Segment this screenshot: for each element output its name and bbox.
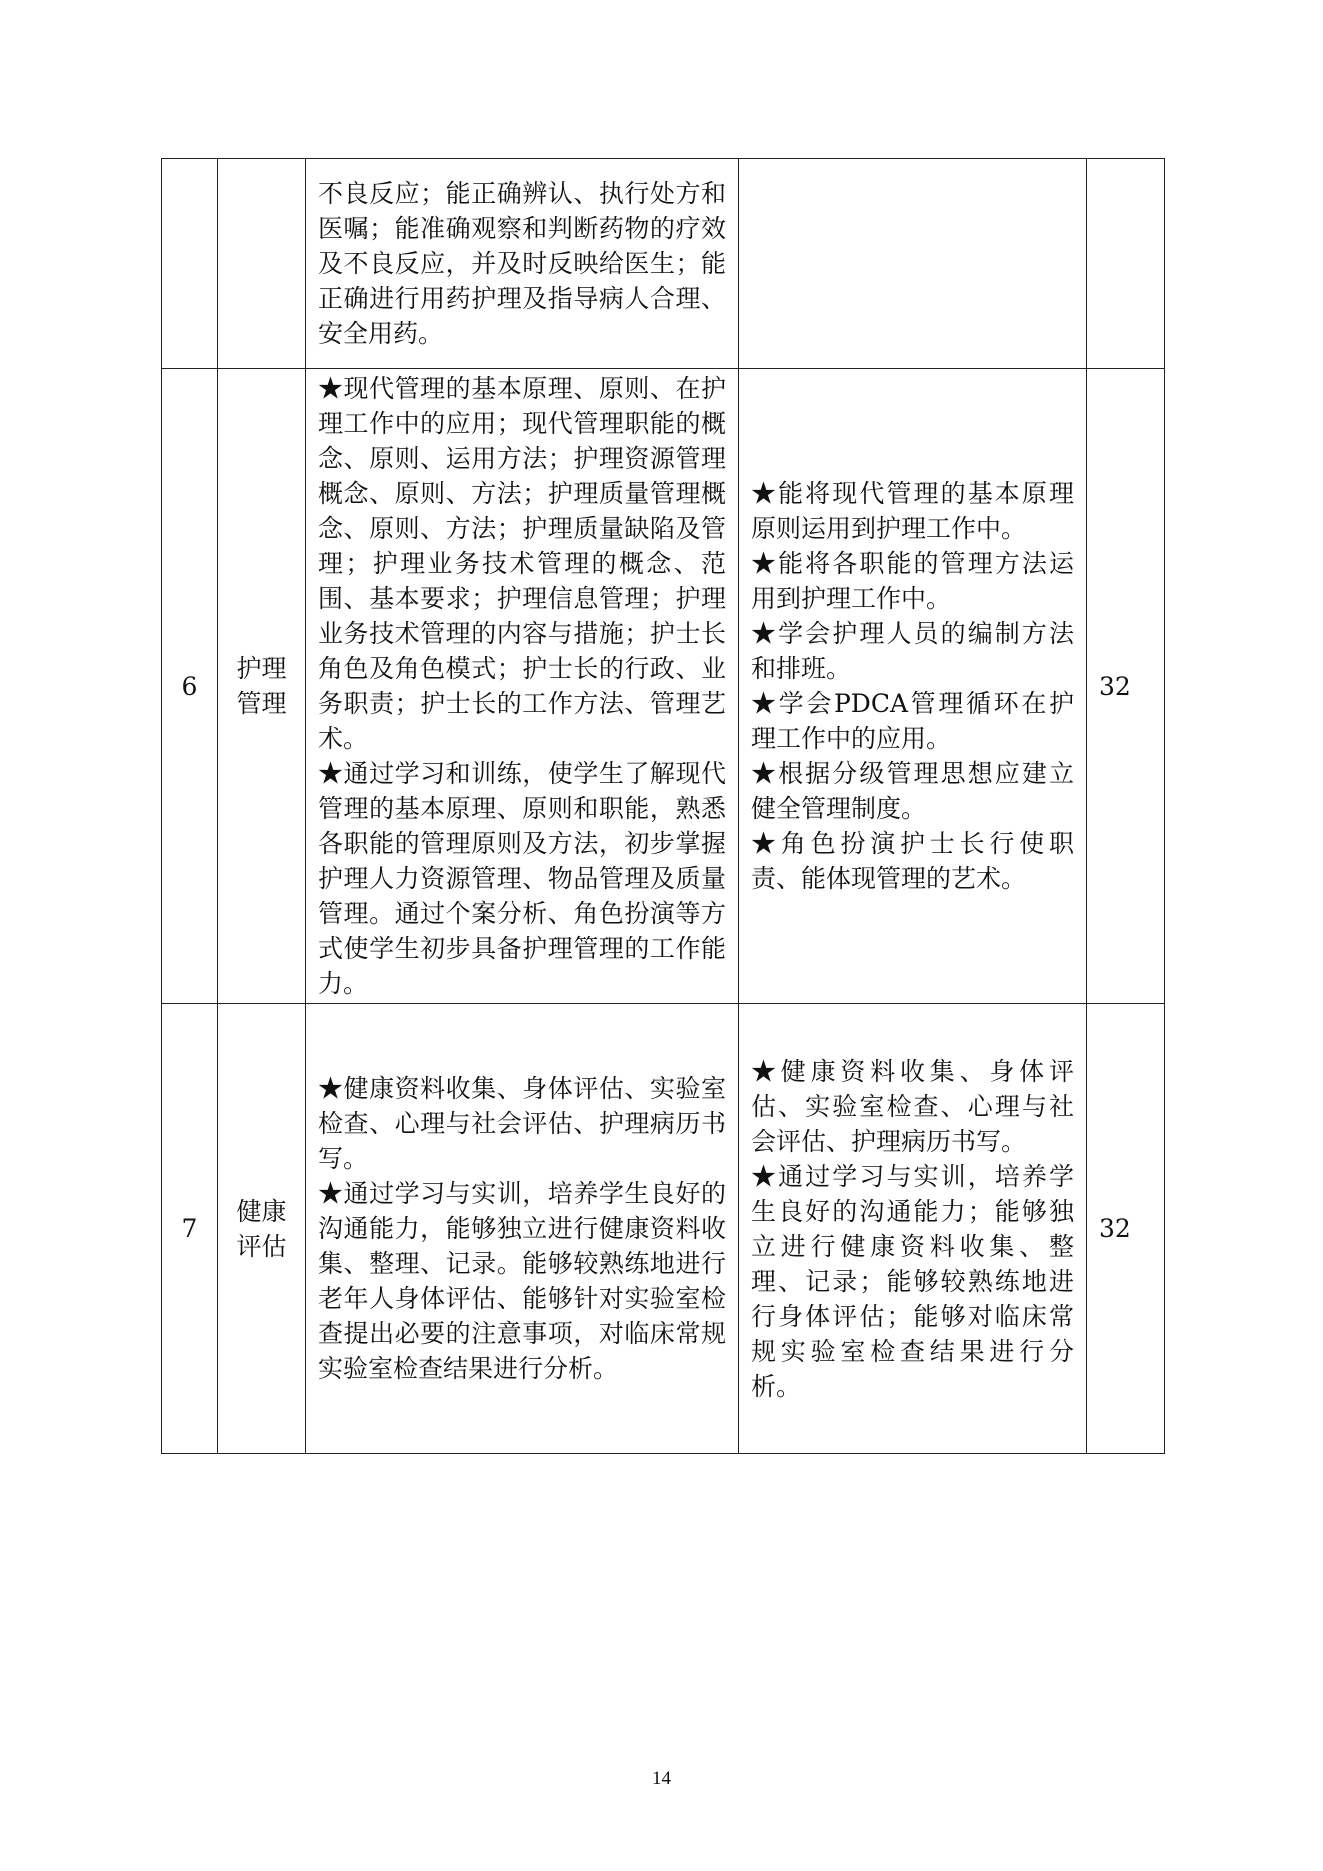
table-row bbox=[162, 369, 1165, 1004]
content-paragraph: 不良反应；能正确辨认、执行处方和医嘱；能准确观察和判断药物的疗效及不良反应，并及时反映给医生；能正确进行用药护理及指导病人合理、安全用药。 bbox=[318, 179, 726, 348]
skill-paragraph: ★能将各职能的管理方法运用到护理工作中。 bbox=[751, 549, 1074, 613]
row-number: 6 bbox=[162, 369, 218, 1004]
skill-paragraph: ★学会PDCA管理循环在护理工作中的应用。 bbox=[751, 689, 1074, 753]
table-row bbox=[162, 159, 1165, 369]
course-name: 护理管理 bbox=[218, 369, 306, 1004]
course-content bbox=[306, 369, 739, 1004]
skill-paragraph: ★根据分级管理思想应建立健全管理制度。 bbox=[751, 759, 1074, 823]
skill-paragraph: ★角色扮演护士长行使职责、能体现管理的艺术。 bbox=[751, 829, 1074, 893]
skill-requirements bbox=[739, 1004, 1087, 1454]
skill-requirements bbox=[739, 369, 1087, 1004]
content-paragraph: ★通过学习与实训，培养学生良好的沟通能力，能够独立进行健康资料收集、整理、记录。能够较熟练地进行老年人身体评估、能够针对实验室检查提出必要的注意事项，对临床常规实验室检查结果进行分析。 bbox=[318, 1179, 726, 1383]
skill-paragraph: ★能将现代管理的基本原理原则运用到护理工作中。 bbox=[751, 479, 1074, 543]
skill-paragraph: ★学会护理人员的编制方法和排班。 bbox=[751, 619, 1074, 683]
content-paragraph: ★健康资料收集、身体评估、实验室检查、心理与社会评估、护理病历书写。 bbox=[318, 1074, 726, 1173]
course-name bbox=[218, 159, 306, 369]
content-paragraph: ★现代管理的基本原理、原则、在护理工作中的应用；现代管理职能的概念、原则、运用方法；护理资源管理概念、原则、方法；护理质量管理概念、原则、方法；护理质量缺陷及管理；护理业务技术管理的概念、范围、基本要求；护理信息管理；护理业务技术管理的内容与措施；护士长角色及角色模式；护士长的行政、业务职责；护士长的工作方法、管理艺术。 bbox=[318, 374, 726, 753]
course-name: 健康评估 bbox=[218, 1004, 306, 1454]
skill-paragraph: ★健康资料收集、身体评估、实验室检查、心理与社会评估、护理病历书写。 bbox=[751, 1056, 1074, 1156]
row-number bbox=[162, 159, 218, 369]
skill-paragraph: ★通过学习与实训，培养学生良好的沟通能力；能够独立进行健康资料收集、整理、记录；能够较熟练地进行身体评估；能够对临床常规实验室检查结果进行分析。 bbox=[751, 1161, 1074, 1401]
page-number: 14 bbox=[652, 1768, 671, 1789]
table-row bbox=[162, 1004, 1165, 1454]
course-hours: 32 bbox=[1087, 1004, 1165, 1454]
course-hours bbox=[1087, 159, 1165, 369]
content-paragraph: ★通过学习和训练，使学生了解现代管理的基本原理、原则和职能，熟悉各职能的管理原则及方法，初步掌握护理人力资源管理、物品管理及质量管理。通过个案分析、角色扮演等方式使学生初步具备护理管理的工作能力。 bbox=[318, 759, 726, 998]
course-content bbox=[306, 159, 739, 369]
row-number: 7 bbox=[162, 1004, 218, 1454]
course-content bbox=[306, 1004, 739, 1454]
course-hours: 32 bbox=[1087, 369, 1165, 1004]
skill-requirements bbox=[739, 159, 1087, 369]
course-table bbox=[161, 158, 1165, 1454]
